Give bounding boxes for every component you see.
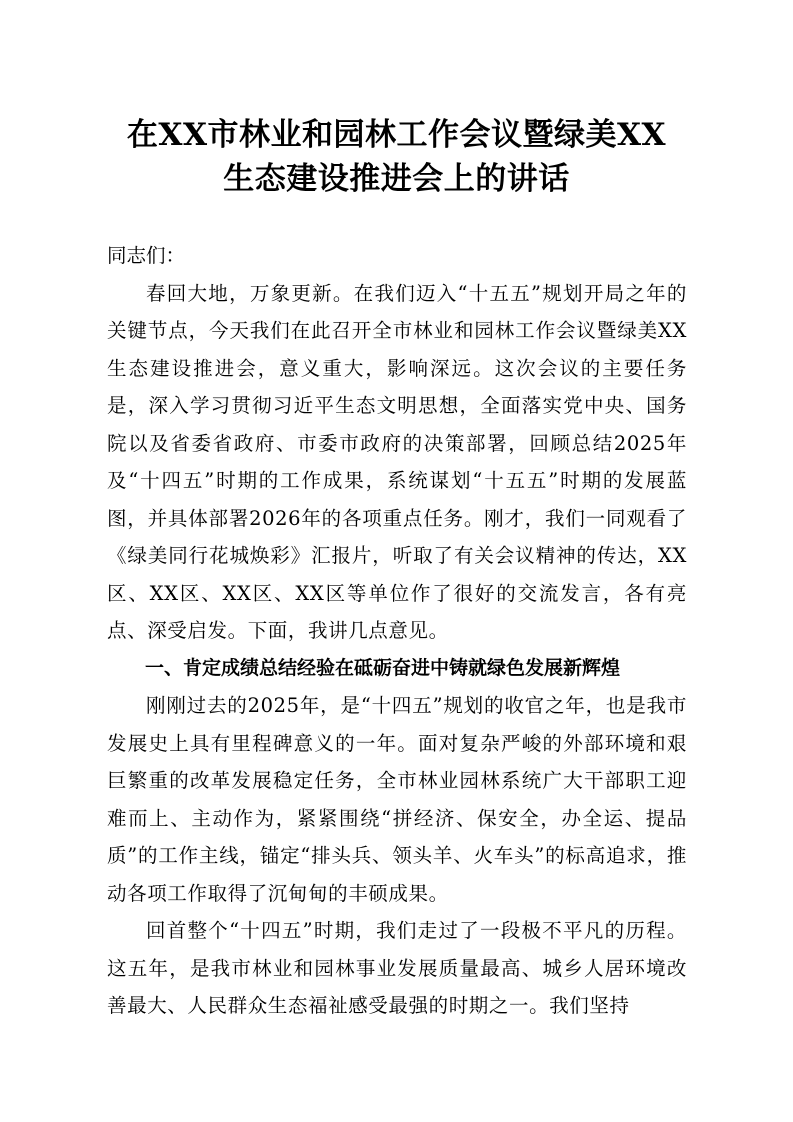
- section-paragraph-1: 刚刚过去的2025年，是“十四五”规划的收官之年，也是我市发展史上具有里程碑意义的一年。面对复杂严峻的外部环境和艰巨繁重的改革发展稳定任务，全市林业园林系统广大干部职工迎难而上、主动作为，紧紧围绕“拼经济、保安全，办全运、提品质”的工作主线，锚定“排头兵、领头羊、火车头”的标高追求，推动各项工作取得了沉甸甸的丰硕成果。: [107, 694, 687, 905]
- opening-paragraph: 春回大地，万象更新。在我们迈入“十五五”规划开局之年的关键节点，今天我们在此召开全市林业和园林工作会议暨绿美XX生态建设推进会，意义重大，影响深远。这次会议的主要任务是，深入学习贯彻习近平生态文明思想，全面落实党中央、国务院以及省委省政府、市委市政府的决策部署，回顾总结2025年及“十四五”时期的工作成果，系统谋划“十五五”时期的发展蓝图，并具体部署2026年的各项重点任务。刚才，我们一同观看了《绿美同行花城焕彩》汇报片，听取了有关会议精神的传达，XX区、XX区、XX区、XX区等单位作了很好的交流发言，各有亮点、深受启发。下面，我讲几点意见。: [107, 281, 687, 642]
- section-paragraph-2: 回首整个“十四五”时期，我们走过了一段极不平凡的历程。这五年，是我市林业和园林事业发展质量最高、城乡人居环境改善最大、人民群众生态福祉感受最强的时期之一。我们坚持: [107, 919, 687, 1017]
- document-title: [90, 113, 703, 201]
- document-body: [107, 237, 687, 1025]
- title-line-1: 在XX市林业和园林工作会议暨绿美XX: [126, 117, 667, 153]
- section-heading: 一、肯定成绩总结经验在砥砺奋进中铸就绿色发展新辉煌: [145, 656, 621, 679]
- title-line-2: 生态建设推进会上的讲话: [223, 161, 570, 197]
- salutation: 同志们：: [107, 244, 186, 267]
